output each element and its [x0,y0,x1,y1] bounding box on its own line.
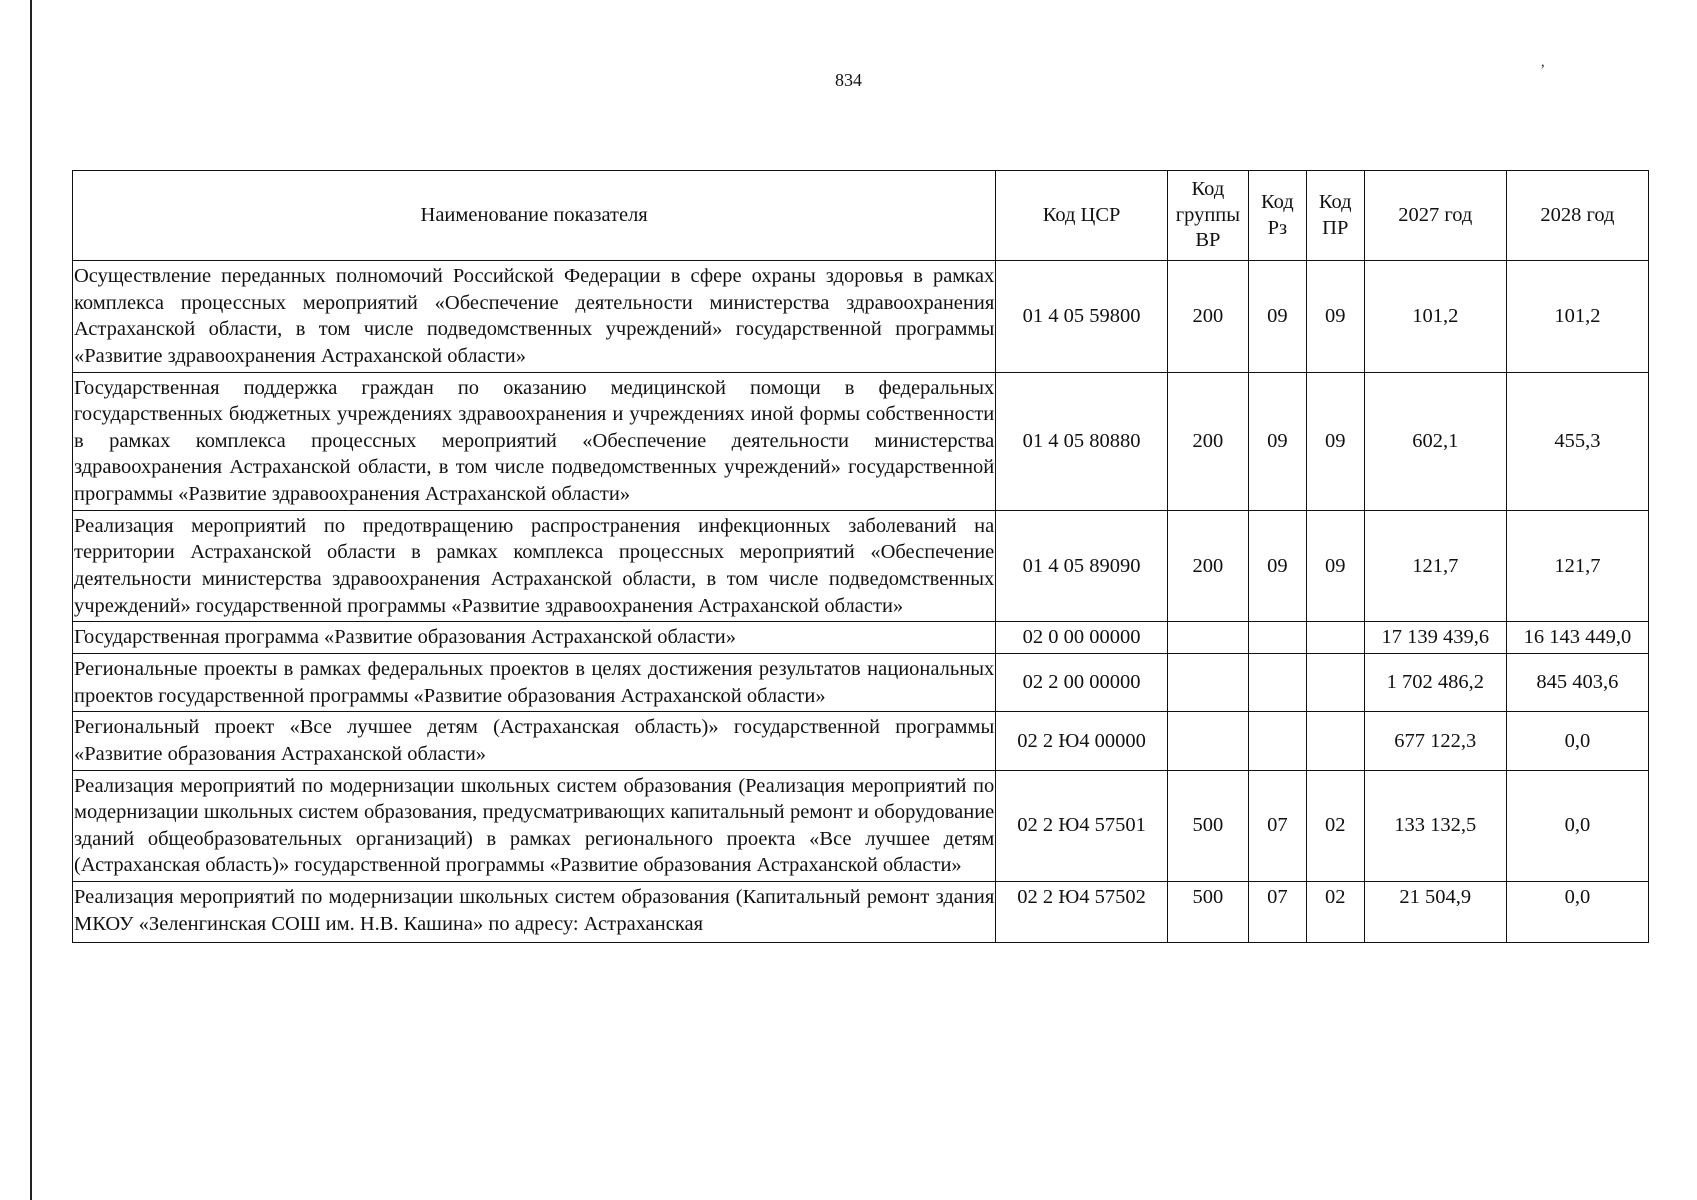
row-name: Реализация мероприятий по предотвращению распространения инфекционных заболеваний на территории Астраханской области в рамках комплекса процессных мероприятий «Обеспечение деятельности министерства здравоохранения Астраханской области, в том числе подведомственных учреждений» государственной программы «Развитие здравоохранения Астраханской области» [73,510,996,622]
row-2027: 17 139 439,6 [1364,622,1506,654]
row-2028: 0,0 [1506,882,1648,943]
row-csr: 02 0 00 00000 [996,622,1168,654]
row-vr: 500 [1167,882,1248,943]
row-vr [1167,622,1248,654]
row-2027: 1 702 486,2 [1364,653,1506,711]
row-2028: 121,7 [1506,510,1648,622]
row-name: Реализация мероприятий по модернизации школьных систем образования (Реализация мероприятий по модернизации школьных систем образования, предусматривающих капитальный ремонт и оборудование зданий общеобразовательных организаций) в рамках регионального проекта «Все лучшее детям (Астраханская область)» государственной программы «Развитие образования Астраханской области» [73,770,996,882]
row-2028: 0,0 [1506,770,1648,882]
row-pr: 09 [1306,261,1364,373]
row-pr [1306,653,1364,711]
row-vr [1167,653,1248,711]
scan-artifact-mark: ʼ [1540,62,1546,79]
row-rz: 07 [1248,770,1306,882]
row-pr [1306,712,1364,770]
row-2028: 455,3 [1506,372,1648,510]
row-rz: 09 [1248,372,1306,510]
table-row [73,882,1649,943]
page-margin-line [30,0,32,1200]
table-row [73,510,1649,622]
table-row [73,372,1649,510]
table-row [73,653,1649,711]
table-header-row [73,171,1649,261]
row-pr [1306,622,1364,654]
row-2027: 677 122,3 [1364,712,1506,770]
row-2027: 602,1 [1364,372,1506,510]
row-2027: 121,7 [1364,510,1506,622]
row-name: Региональные проекты в рамках федеральных проектов в целях достижения результатов национальных проектов государственной программы «Развитие образования Астраханской области» [73,653,996,711]
row-pr: 09 [1306,510,1364,622]
table-row [73,712,1649,770]
row-2027: 133 132,5 [1364,770,1506,882]
row-pr: 02 [1306,882,1364,943]
row-vr: 500 [1167,770,1248,882]
row-rz: 09 [1248,261,1306,373]
header-vr: Код группы ВР [1167,171,1248,261]
row-csr: 02 2 Ю4 00000 [996,712,1168,770]
table-row [73,770,1649,882]
row-csr: 01 4 05 80880 [996,372,1168,510]
row-2027: 21 504,9 [1364,882,1506,943]
row-vr: 200 [1167,261,1248,373]
row-csr: 01 4 05 89090 [996,510,1168,622]
table-row [73,622,1649,654]
row-name: Государственная поддержка граждан по оказанию медицинской помощи в федеральных государственных бюджетных учреждениях здравоохранения и учреждениях иной формы собственности в рамках комплекса процессных мероприятий «Обеспечение деятельности министерства здравоохранения Астраханской области, в том числе подведомственных учреждений» государственной программы «Развитие здравоохранения Астраханской области» [73,372,996,510]
row-pr: 02 [1306,770,1364,882]
row-name: Региональный проект «Все лучшее детям (Астраханская область)» государственной программы «Развитие образования Астраханской области» [73,712,996,770]
row-csr: 02 2 00 00000 [996,653,1168,711]
row-2028: 845 403,6 [1506,653,1648,711]
row-csr: 02 2 Ю4 57502 [996,882,1168,943]
header-name: Наименование показателя [73,171,996,261]
row-vr: 200 [1167,372,1248,510]
row-2027: 101,2 [1364,261,1506,373]
row-rz: 09 [1248,510,1306,622]
header-2027: 2027 год [1364,171,1506,261]
header-csr: Код ЦСР [996,171,1168,261]
row-2028: 16 143 449,0 [1506,622,1648,654]
table-row [73,261,1649,373]
row-name [73,882,996,943]
row-rz [1248,653,1306,711]
row-name-text: Реализация мероприятий по модернизации школьных систем образования (Капитальный ремонт здания МКОУ «Зеленгинская СОШ им. Н.В. Кашина» по адресу: Астраханская [74,886,995,935]
row-2028: 101,2 [1506,261,1648,373]
row-name: Осуществление переданных полномочий Российской Федерации в сфере охраны здоровья в рамках комплекса процессных мероприятий «Обеспечение деятельности министерства здравоохранения Астраханской области, в том числе подведомственных учреждений» государственной программы «Развитие здравоохранения Астраханской области» [73,261,996,373]
row-csr: 02 2 Ю4 57501 [996,770,1168,882]
row-2028: 0,0 [1506,712,1648,770]
page-number: 834 [835,70,862,90]
row-rz [1248,622,1306,654]
row-vr: 200 [1167,510,1248,622]
header-rz: Код Рз [1248,171,1306,261]
row-rz [1248,712,1306,770]
row-csr: 01 4 05 59800 [996,261,1168,373]
row-vr [1167,712,1248,770]
budget-table [72,170,1649,943]
header-2028: 2028 год [1506,171,1648,261]
row-pr: 09 [1306,372,1364,510]
row-name: Государственная программа «Развитие образования Астраханской области» [73,622,996,654]
row-rz: 07 [1248,882,1306,943]
header-pr: Код ПР [1306,171,1364,261]
